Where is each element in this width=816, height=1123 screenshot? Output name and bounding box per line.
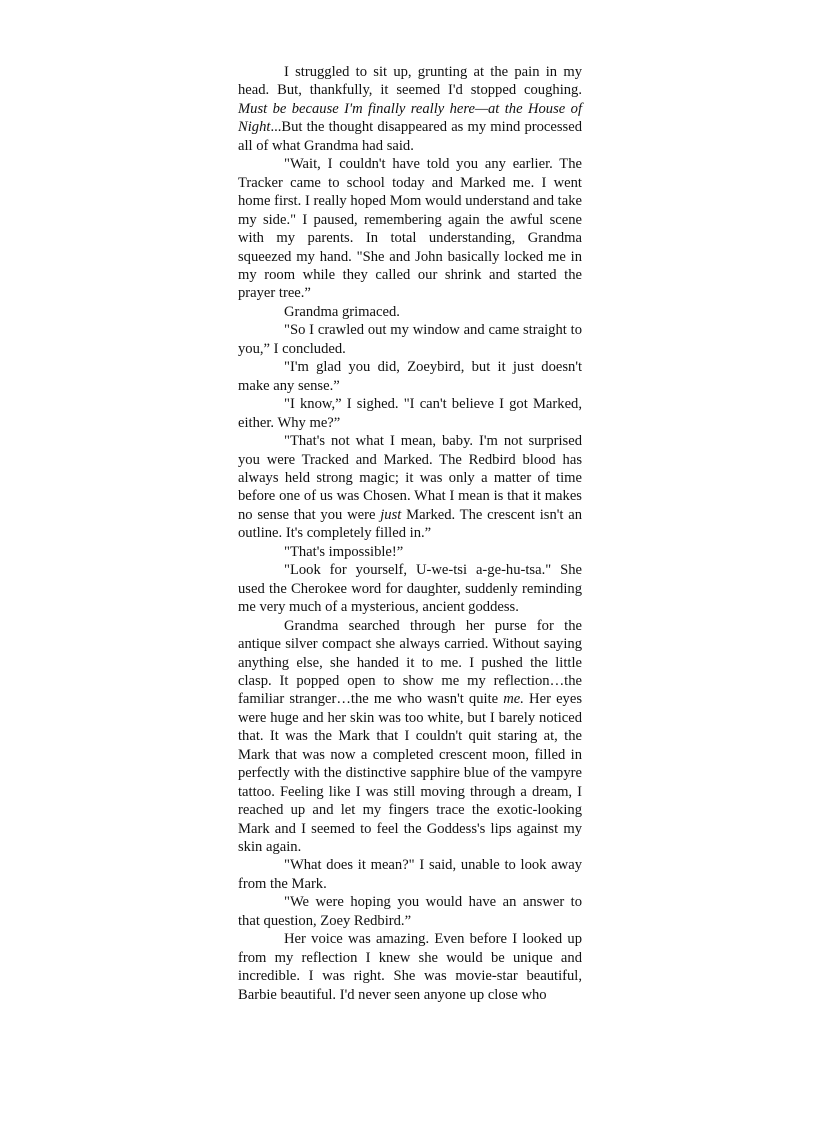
- text-run: Her eyes were huge and her skin was too white, but I barely noticed that. It was the Mark that I couldn't quit staring at, the Mark that was now a completed crescent moon, filled in perfectly with the distinctive sapphire blue of the vampyre tattoo. Feeling like I was still moving through a dream, I reached up and let my fingers trace the exotic-looking Mark and I seemed to feel the Goddess's lips against my skin again.: [238, 691, 582, 856]
- text-run: "So I crawled out my window and came straight to you,” I concluded.: [238, 322, 582, 357]
- text-run: Her voice was amazing. Even before I looked up from my reflection I knew she would be unique and incredible. I was right. She was movie-star beautiful, Barbie beautiful. I'd never seen anyone up close who: [238, 931, 582, 1003]
- text-run-italic: me.: [503, 691, 524, 708]
- text-run: "I'm glad you did, Zoeybird, but it just doesn't make any sense.”: [238, 359, 582, 394]
- text-run: "That's impossible!”: [284, 543, 404, 560]
- text-run: "We were hoping you would have an answer to that question, Zoey Redbird.”: [238, 894, 582, 929]
- text-run: Grandma grimaced.: [284, 303, 400, 320]
- paragraph: [238, 358, 582, 395]
- text-run: ...But the thought disappeared as my mind processed all of what Grandma had said.: [238, 119, 582, 154]
- paragraph: [238, 303, 582, 321]
- paragraph: [238, 893, 582, 930]
- text-run: "Look for yourself, U-we-tsi a-ge-hu-tsa." She used the Cherokee word for daughter, suddenly reminding me very much of a mysterious, ancient goddess.: [238, 562, 582, 616]
- text-run: Marked. The crescent isn't an outline. It's completely filled in.”: [238, 506, 582, 542]
- text-run: "What does it mean?" I said, unable to look away from the Mark.: [238, 857, 582, 892]
- paragraph: [238, 543, 582, 561]
- paragraph: [238, 617, 582, 857]
- text-run: Grandma searched through her purse for the antique silver compact she always carried. Without saying anything else, she handed it to me. I pushed the little clasp. It popped open to show me my reflection…the familiar stranger…the me who wasn't quite: [238, 617, 582, 708]
- text-run: I struggled to sit up, grunting at the pain in my head. But, thankfully, it seemed I'd stopped coughing.: [238, 64, 582, 99]
- text-run: "I know,” I sighed. "I can't believe I got Marked, either. Why me?”: [238, 396, 582, 431]
- paragraph: [238, 321, 582, 358]
- page-text: [238, 63, 582, 1004]
- text-run-italic: Must be because I'm finally really here—at the House of Night: [238, 100, 582, 136]
- paragraph: [238, 395, 582, 432]
- text-run: "That's not what I mean, baby. I'm not surprised you were Tracked and Marked. The Redbird blood has always held strong magic; it was only a matter of time before one of us was Chosen. What I mean is that it makes no sense that you were: [238, 433, 582, 523]
- paragraph: [238, 155, 582, 303]
- paragraph: [238, 930, 582, 1004]
- text-run-italic: just: [380, 506, 402, 523]
- paragraph: [238, 856, 582, 893]
- paragraph: [238, 432, 582, 543]
- paragraph: [238, 561, 582, 616]
- text-run: "Wait, I couldn't have told you any earlier. The Tracker came to school today and Marked me. I went home first. I really hoped Mom would understand and take my side." I paused, remembering again the awful scene with my parents. In total understanding, Grandma squeezed my hand. "She and John basically locked me in my room while they called our shrink and started the prayer tree.”: [238, 156, 582, 302]
- paragraph: [238, 63, 582, 155]
